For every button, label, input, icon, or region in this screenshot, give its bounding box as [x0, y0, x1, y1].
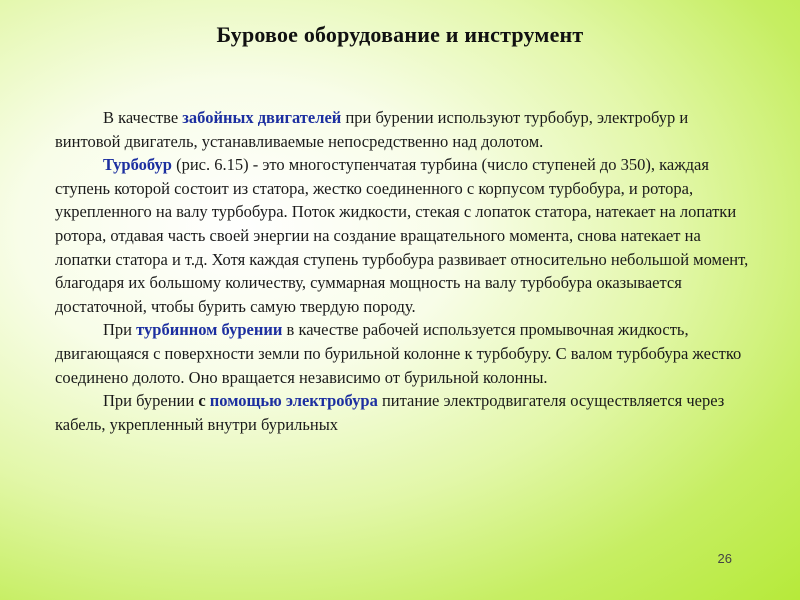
p2-term-turbodrill: Турбобур: [103, 155, 172, 175]
p4-term-electrodrill: помощью электробура: [209, 391, 378, 411]
slide-body: [55, 106, 755, 436]
p3-term-turbine-drilling: турбинном бурении: [136, 320, 283, 340]
p1-term-downhole-motors: забойных двигателей: [182, 108, 342, 127]
p1-text-2: при бурении используют турбобур, электробур и винтовой двигатель, устанавливаемые непосредственно над долотом.: [55, 108, 689, 151]
p2-text-1: (рис. 6.15) - это многоступенчатая турбина (число ступеней до 350), каждая ступень которой состоит из статора, жестко соединенного с корпусом турбобура, и ротора, укрепленного на валу турбобура. Поток жидкости, стекая с лопаток статора, натекает на лопатки ротора, отдавая часть своей энергии на создание вращательного момента, снова натекает на лопатки статора и т.д. Хотя каждая ступень турбобура развивает относительно небольшой момент, благодаря их большому количеству, суммарная мощность на валу турбобура оказывается достаточной, чтобы бурить самую твердую породу.: [55, 155, 749, 316]
p3-text-2: в качестве рабочей используется промывочная жидкость, двигающаяся с поверхности земли по бурильной колонне к турбобуру. С валом турбобура жестко соединено долото. Оно вращается независимо от бурильной колонны.: [55, 320, 742, 387]
paragraph-4: [55, 389, 755, 436]
p4-text-2: питание электродвигателя осуществляется через кабель, укрепленный внутри бурильных: [55, 391, 725, 434]
paragraph-3: [55, 318, 755, 389]
paragraph-1: [55, 106, 755, 153]
paragraph-2: [55, 153, 755, 318]
p4-bold-with: с: [198, 391, 210, 411]
page-number: 26: [717, 551, 732, 566]
p4-text-1: При бурении: [103, 391, 199, 411]
p3-text-1: При: [103, 320, 137, 340]
slide-title: Буровое оборудование и инструмент: [216, 22, 584, 47]
p1-text-1: В качестве: [103, 108, 183, 127]
